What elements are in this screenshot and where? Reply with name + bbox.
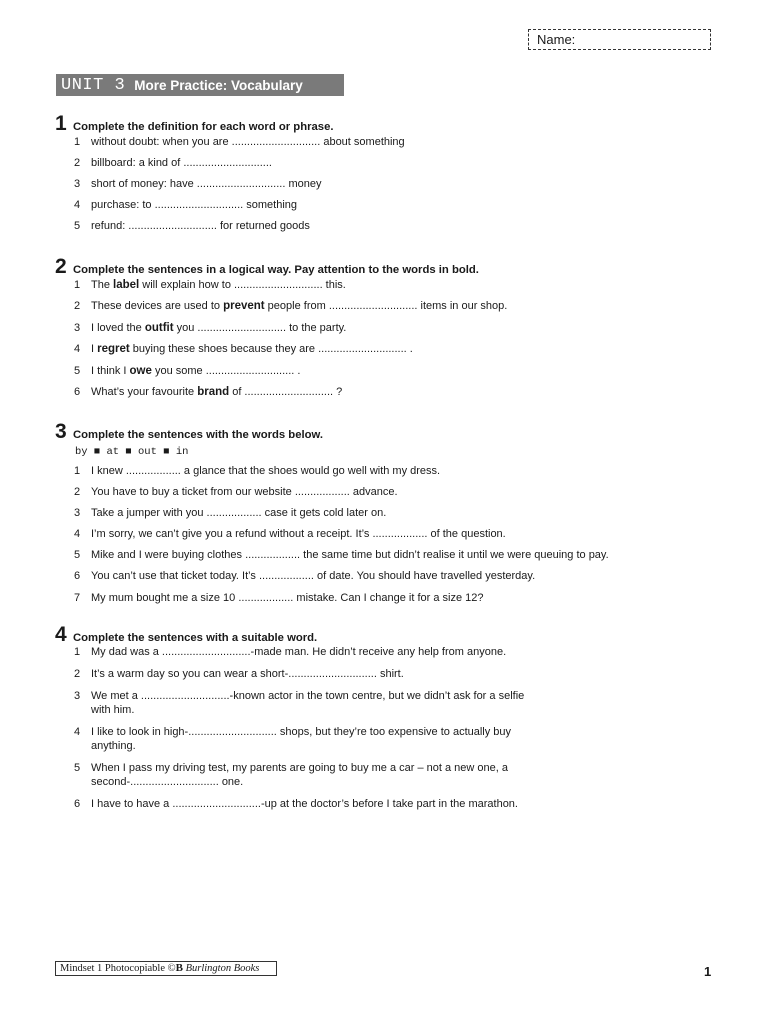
exercise-1 <box>55 112 681 239</box>
exercise-3 <box>55 420 681 611</box>
footer-copyright <box>55 961 277 976</box>
page-number: 1 <box>704 964 712 979</box>
exercise-item <box>55 463 681 484</box>
word-bank: by ■ at ■ out ■ in <box>75 446 189 458</box>
item-text-part: you ............................. to the party. <box>173 321 347 334</box>
item-text-part: of ............................. ? <box>229 385 343 398</box>
item-text-part: You have to buy a ticket from our website .................. advance. <box>91 486 398 499</box>
exercise-number: 3 <box>55 420 67 443</box>
item-text-part: I knew .................. a glance that the shoes would go well with my dress. <box>91 465 441 477</box>
item-number: 2 <box>74 486 81 499</box>
item-text <box>91 298 681 319</box>
name-field[interactable] <box>528 29 711 50</box>
exercise-number: 2 <box>55 255 67 278</box>
item-number: 7 <box>74 591 81 604</box>
exercise-item <box>55 590 681 611</box>
item-text-part: When I pass my driving test, my parents are going to buy me a car – not a new one, a second-............................. one. <box>91 762 508 788</box>
exercise-items <box>55 463 681 611</box>
item-text <box>91 341 681 362</box>
exercise-number: 1 <box>55 112 67 135</box>
unit-title: More Practice: Vocabulary <box>134 77 303 93</box>
item-text <box>91 547 681 568</box>
item-text <box>91 197 681 218</box>
item-number: 5 <box>74 364 81 377</box>
item-text-part: will explain how to ............................. this. <box>139 279 346 291</box>
item-text-part: refund: ............................. for returned goods <box>91 220 310 232</box>
exercise-instruction: Complete the sentences in a logical way. Pay attention to the words in bold. <box>73 264 479 276</box>
item-number: 6 <box>74 570 81 583</box>
item-text-part: My dad was a .............................-made man. He didn’t receive any help from anyone. <box>91 646 507 658</box>
item-text-part: It’s a warm day so you can wear a short-............................. shirt. <box>91 668 404 680</box>
exercise-item <box>55 197 681 218</box>
exercise-item <box>55 134 681 155</box>
item-text-part: I like to look in high-............................. shops, but they’re too expensive to actually buy anything. <box>91 726 512 752</box>
exercise-4 <box>55 623 541 811</box>
exercise-item <box>55 689 541 717</box>
item-text <box>91 689 541 717</box>
footer-text: Mindset 1 Photocopiable © <box>60 963 176 974</box>
item-number: 6 <box>74 385 81 398</box>
item-number: 4 <box>74 343 81 356</box>
item-text-part: I have to have a .............................-up at the doctor’s before I take part in the marathon. <box>91 798 518 810</box>
item-text-part: Mike and I were buying clothes .................. the same time but didn’t realise it until we were queuing to pay. <box>91 549 609 562</box>
exercise-item <box>55 797 541 811</box>
item-text <box>91 277 681 298</box>
item-text-part: I’m sorry, we can’t give you a refund without a receipt. It’s .................. of the question. <box>91 528 506 541</box>
item-text-part: short of money: have ............................. money <box>91 178 322 190</box>
exercise-item <box>55 761 541 789</box>
item-number: 5 <box>74 762 81 774</box>
unit-number: UNIT 3 <box>61 75 126 95</box>
exercise-item <box>55 155 681 176</box>
exercise-item <box>55 384 681 405</box>
exercise-item <box>55 363 681 384</box>
item-text-part: I <box>91 343 98 356</box>
item-text-part: These devices are used to <box>91 300 224 313</box>
item-text <box>91 363 681 384</box>
bold-keyword: prevent <box>223 300 265 313</box>
item-number: 4 <box>74 726 81 738</box>
exercise-item <box>55 645 541 659</box>
item-text <box>91 797 541 811</box>
item-text <box>91 725 541 753</box>
exercise-instruction: Complete the sentences with the words below. <box>73 429 324 441</box>
bold-keyword: label <box>113 279 140 291</box>
bold-keyword: outfit <box>144 321 174 334</box>
item-number: 3 <box>74 321 81 334</box>
item-text <box>91 484 681 505</box>
item-number: 5 <box>74 549 81 562</box>
item-text-part: I loved the <box>91 321 145 334</box>
item-text-part: The <box>91 279 114 291</box>
item-text <box>91 134 681 155</box>
item-number: 5 <box>74 220 81 232</box>
exercise-item <box>55 277 681 298</box>
item-text <box>91 155 681 176</box>
item-text <box>91 667 541 681</box>
item-text <box>91 320 681 341</box>
item-text <box>91 218 681 239</box>
item-number: 1 <box>74 279 81 291</box>
item-text-part: I think I <box>91 364 130 377</box>
item-number: 1 <box>74 465 81 477</box>
exercise-item <box>55 547 681 568</box>
exercise-items <box>55 645 541 811</box>
item-text-part: purchase: to ............................. something <box>91 199 298 211</box>
item-text-part: Take a jumper with you .................. case it gets cold later on. <box>91 507 387 520</box>
item-number: 3 <box>74 690 81 702</box>
item-text <box>91 568 681 589</box>
item-number: 4 <box>74 199 81 211</box>
unit-banner <box>56 74 344 96</box>
item-text-part: We met a .............................-known actor in the town centre, but we didn’t ask for a selfie with him. <box>91 690 525 716</box>
exercise-item <box>55 667 541 681</box>
publisher-name: Burlington Books <box>185 963 260 974</box>
bold-keyword: owe <box>129 364 152 377</box>
publisher-logo: B <box>175 962 183 974</box>
item-number: 1 <box>74 646 81 658</box>
item-text-part: What’s your favourite <box>91 385 198 398</box>
item-text <box>91 645 541 659</box>
exercise-item <box>55 341 681 362</box>
item-number: 1 <box>74 136 81 148</box>
item-text-part: you some ............................. . <box>151 364 301 377</box>
item-text-part: My mum bought me a size 10 .................. mistake. Can I change it for a size 12? <box>91 591 484 604</box>
exercise-item <box>55 176 681 197</box>
item-text <box>91 505 681 526</box>
item-number: 3 <box>74 178 81 190</box>
exercise-item <box>55 505 681 526</box>
bold-keyword: brand <box>197 385 230 398</box>
item-number: 2 <box>74 300 81 313</box>
exercise-item <box>55 526 681 547</box>
exercise-2 <box>55 255 681 405</box>
item-text <box>91 761 541 789</box>
name-label: Name: <box>537 32 576 47</box>
item-number: 2 <box>74 157 81 169</box>
exercise-instruction: Complete the sentences with a suitable word. <box>73 632 318 644</box>
bold-keyword: regret <box>97 343 130 356</box>
item-text <box>91 176 681 197</box>
item-text <box>91 590 681 611</box>
item-text-part: billboard: a kind of ............................. <box>91 157 272 169</box>
item-text <box>91 526 681 547</box>
exercise-item <box>55 568 681 589</box>
exercise-item <box>55 298 681 319</box>
exercise-items <box>55 277 681 405</box>
exercise-items <box>55 134 681 239</box>
exercise-item <box>55 484 681 505</box>
exercise-number: 4 <box>55 623 67 646</box>
item-text <box>91 463 681 484</box>
item-number: 6 <box>74 798 81 810</box>
item-number: 2 <box>74 668 81 680</box>
item-text-part: people from ............................. items in our shop. <box>264 300 508 313</box>
item-text <box>91 384 681 405</box>
exercise-item <box>55 320 681 341</box>
exercise-item <box>55 725 541 753</box>
item-text-part: You can’t use that ticket today. It’s .................. of date. You should have travelled yesterday. <box>91 570 536 583</box>
item-number: 3 <box>74 507 81 520</box>
item-text-part: buying these shoes because they are ............................. . <box>129 343 413 356</box>
item-number: 4 <box>74 528 81 541</box>
item-text-part: without doubt: when you are ............................. about something <box>91 136 405 148</box>
exercise-instruction: Complete the definition for each word or phrase. <box>73 121 334 133</box>
exercise-item <box>55 218 681 239</box>
